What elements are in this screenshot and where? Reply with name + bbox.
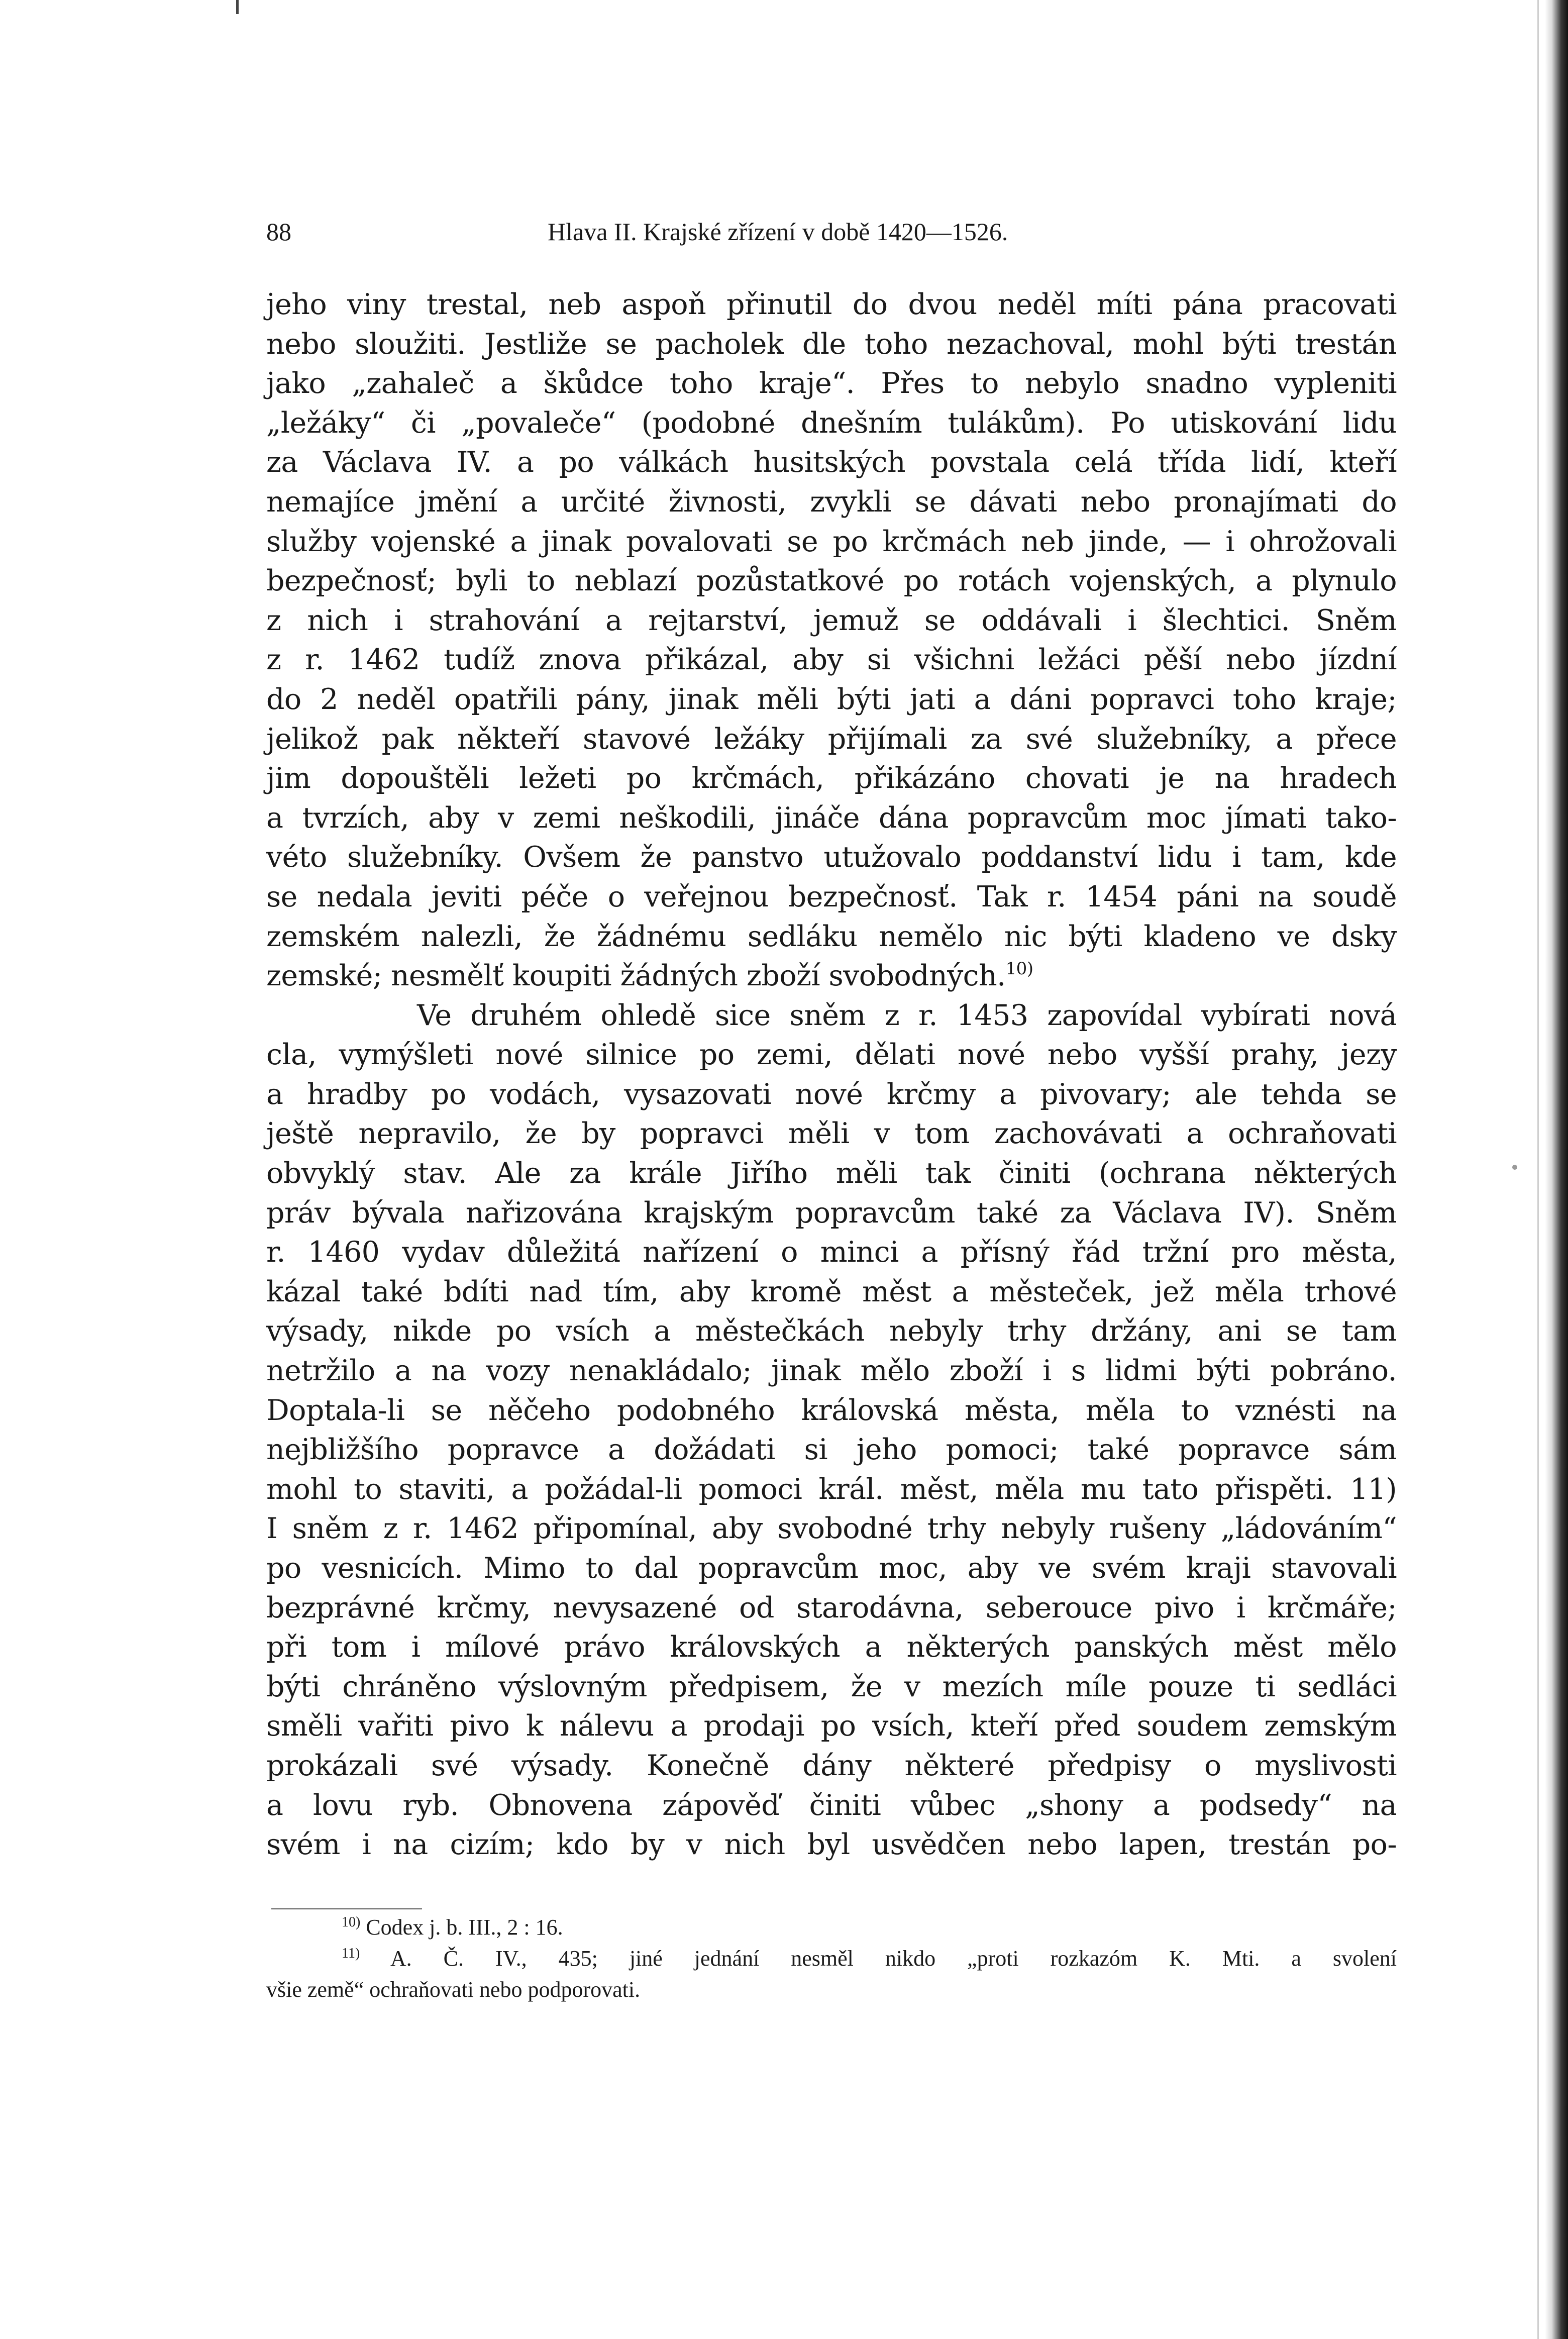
page-number: 88 (266, 218, 291, 246)
footnote-rule (271, 1908, 422, 1909)
running-title: Hlava II. Krajské zřízení v době 1420—1526. (548, 218, 1008, 246)
text-line: výsady, nikde po vsích a městečkách nebyly trhy držány, ani se tam (266, 1314, 1397, 1348)
footnote-text: Codex j. b. III., 2 : 16. (366, 1915, 563, 1940)
footnote-10 (266, 1912, 1397, 1943)
text-line: za Václava IV. a po válkách husitských povstala celá třída lidí, kteří (266, 446, 1397, 479)
text-line: prokázali své výsady. Konečně dány některé předpisy o myslivosti (266, 1749, 1397, 1782)
text-line: nemajíce jmění a určité živnosti, zvykli se dávati nebo pronajímati do (266, 485, 1397, 519)
text-line: jim dopouštěli ležeti po krčmách, přikázáno chovati je na hradech (266, 762, 1397, 795)
text-line: z nich i strahování a rejtarství, jemuž se oddávali i šlechtici. Sněm (266, 603, 1397, 637)
scan-mark (236, 0, 239, 14)
footnote-mark: 10) (342, 1914, 361, 1930)
text-line: bezpečnosť; byli to neblazí pozůstatkové po rotách vojenských, a plynulo (266, 564, 1397, 598)
text-line: netržilo a na vozy nenakládalo; jinak mělo zboží i s lidmi býti pobráno. (266, 1354, 1397, 1388)
text-line: I sněm z r. 1462 připomínal, aby svobodné trhy nebyly rušeny „ládováním“ (266, 1512, 1397, 1546)
text-line: a lovu ryb. Obnovena zápověď činiti vůbec „shony a podsedy“ na (266, 1788, 1397, 1822)
text-line: směli vařiti pivo k nálevu a prodaji po vsích, kteří před soudem zemským (266, 1709, 1397, 1743)
footnote-ref-10: 10) (1005, 959, 1033, 979)
text-line: r. 1460 vydav důležitá nařízení o minci a přísný řád tržní pro města, (266, 1236, 1397, 1269)
text-line: při tom i mílové právo královských a některých panských měst mělo (266, 1631, 1397, 1664)
footnote-text: A. Č. IV., 435; jiné jednání nesměl nikdo „proti rozkazóm K. Mti. a svolení (390, 1946, 1397, 1971)
page-edge-shadow (1545, 0, 1568, 2339)
text-line: práv bývala nařizována krajským popravcům také za Václava IV). Sněm (266, 1196, 1397, 1230)
text-line: nejbližšího popravce a dožádati si jeho pomoci; také popravce sám (266, 1433, 1397, 1467)
text-line: svém i na cizím; kdo by v nich byl usvědčen nebo lapen, trestán po- (266, 1828, 1397, 1862)
text-line-last (266, 956, 1397, 996)
text-line: jako „zahaleč a škůdce toho kraje“. Přes to nebylo snadno vypleniti (266, 367, 1397, 400)
footnote-mark: 11) (342, 1946, 360, 1961)
text-line: a tvrzích, aby v zemi neškodili, jináče dána popravcům moc jímati tako- (266, 801, 1397, 835)
footnote-11-continued: všie země“ ochraňovati nebo podporovati. (266, 1977, 641, 2002)
text-line: jeho viny trestal, neb aspoň přinutil do dvou neděl míti pána pracovati (266, 288, 1397, 321)
text-line: ještě nepravilo, že by popravci měli v tom zachovávati a ochraňovati (266, 1117, 1397, 1151)
text-line: mohl to staviti, a požádal-li pomoci král. měst, měla mu tato přispěti. 11) (266, 1472, 1397, 1506)
text-line: kázal také bdíti nad tím, aby kromě měst a městeček, jež měla trhové (266, 1275, 1397, 1308)
text-line: z r. 1462 tudíž znova přikázal, aby si všichni ležáci pěší nebo jízdní (266, 643, 1397, 677)
text-line: služby vojenské a jinak povalovati se po krčmách neb jinde, — i ohrožovali (266, 525, 1397, 558)
footnotes (266, 1912, 1397, 2005)
paragraph-2 (266, 996, 1397, 1865)
text-line-content: zemské; nesmělť koupiti žádných zboží svobodných. (266, 959, 1006, 993)
text-line: véto služebníky. Ovšem že panstvo utužovalo poddanství lidu i tam, kde (266, 841, 1397, 874)
text-line: „ležáky“ či „povaleče“ (podobné dnešním tulákům). Po utiskování lidu (266, 406, 1397, 440)
text-line: býti chráněno výslovným předpisem, že v mezích míle pouze ti sedláci (266, 1670, 1397, 1703)
text-line: nebo sloužiti. Jestliže se pacholek dle toho nezachoval, mohl býti trestán (266, 327, 1397, 361)
paragraph-1 (266, 285, 1397, 996)
text-line-first: Ve druhém ohledě sice sněm z r. 1453 zapovídal vybírati nová (417, 998, 1397, 1032)
page-edge-line (1537, 0, 1539, 2339)
text-line: do 2 neděl opatřili pány, jinak měli býti jati a dáni popravci toho kraje; (266, 682, 1397, 716)
text-line: cla, vymýšleti nové silnice po zemi, dělati nové nebo vyšší prahy, jezy (266, 1038, 1397, 1072)
text-line: a hradby po vodách, vysazovati nové krčmy a pivovary; ale tehda se (266, 1077, 1397, 1111)
text-line: jelikož pak někteří stavové ležáky přijímali za své služebníky, a přece (266, 722, 1397, 756)
main-text (266, 285, 1397, 1865)
scan-speck (1512, 1165, 1517, 1170)
text-line: bezprávné krčmy, nevysazené od starodávna, seberouce pivo i krčmáře; (266, 1591, 1397, 1624)
footnote-11 (266, 1943, 1397, 1974)
text-line: se nedala jeviti péče o veřejnou bezpečnosť. Tak r. 1454 páni na soudě (266, 880, 1397, 913)
text-line: po vesnicích. Mimo to dal popravcům moc, aby ve svém kraji stavovali (266, 1552, 1397, 1585)
text-line: Doptala-li se něčeho podobného královská města, měla to vznésti na (266, 1393, 1397, 1427)
text-line: obvyklý stav. Ale za krále Jiřího měli tak činiti (ochrana některých (266, 1157, 1397, 1190)
running-header (266, 217, 1397, 257)
text-line: zemském nalezli, že žádnému sedláku nemělo nic býti kladeno ve dsky (266, 920, 1397, 953)
